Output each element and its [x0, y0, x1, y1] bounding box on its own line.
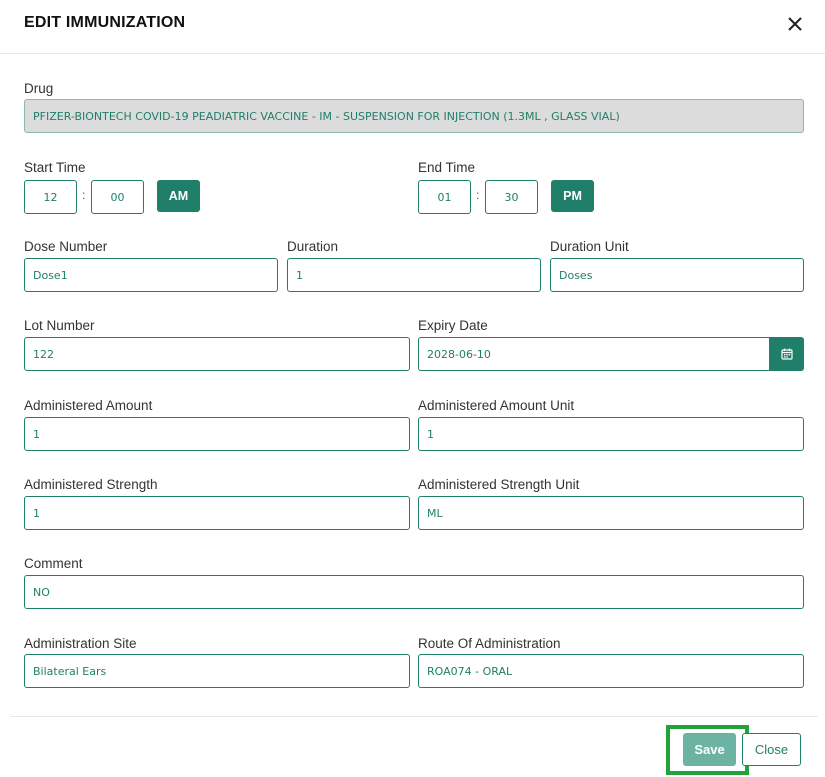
start-minute-input[interactable]: 00 [91, 180, 144, 214]
dose-number-input[interactable]: Dose1 [24, 258, 278, 292]
end-hour-input[interactable]: 01 [418, 180, 471, 214]
route-of-administration-label: Route Of Administration [418, 636, 561, 651]
start-time-label: Start Time [24, 160, 86, 175]
end-ampm-toggle[interactable]: PM [551, 180, 594, 212]
administration-site-label: Administration Site [24, 636, 137, 651]
expiry-date-input[interactable]: 2028-06-10 [418, 337, 770, 371]
start-time-separator: : [82, 188, 86, 202]
drug-field: PFIZER-BIONTECH COVID-19 PEADIATRIC VACCINE - IM - SUSPENSION FOR INJECTION (1.3ML , GLASS VIAL) [24, 99, 804, 133]
footer-divider [10, 716, 818, 717]
close-icon[interactable] [784, 13, 806, 35]
administered-amount-unit-input[interactable]: 1 [418, 417, 804, 451]
route-of-administration-input[interactable]: ROA074 - ORAL [418, 654, 804, 688]
end-time-separator: : [476, 188, 480, 202]
administered-strength-input[interactable]: 1 [24, 496, 410, 530]
duration-unit-input[interactable]: Doses [550, 258, 804, 292]
administered-strength-label: Administered Strength [24, 477, 158, 492]
administered-strength-unit-input[interactable]: ML [418, 496, 804, 530]
dose-number-label: Dose Number [24, 239, 108, 254]
end-minute-input[interactable]: 30 [485, 180, 538, 214]
dialog-header [0, 0, 825, 54]
administration-site-input[interactable]: Bilateral Ears [24, 654, 410, 688]
administered-amount-unit-label: Administered Amount Unit [418, 398, 575, 413]
administered-strength-unit-label: Administered Strength Unit [418, 477, 580, 492]
start-ampm-toggle[interactable]: AM [157, 180, 200, 212]
expiry-date-label: Expiry Date [418, 318, 488, 333]
administered-amount-label: Administered Amount [24, 398, 153, 413]
calendar-icon [781, 348, 793, 360]
end-time-label: End Time [418, 160, 476, 175]
duration-label: Duration [287, 239, 339, 254]
comment-label: Comment [24, 556, 83, 571]
duration-unit-label: Duration Unit [550, 239, 629, 254]
lot-number-input[interactable]: 122 [24, 337, 410, 371]
close-button[interactable]: Close [742, 733, 801, 766]
dialog-title: EDIT IMMUNIZATION [24, 14, 186, 31]
start-hour-input[interactable]: 12 [24, 180, 77, 214]
comment-input[interactable]: NO [24, 575, 804, 609]
lot-number-label: Lot Number [24, 318, 95, 333]
administered-amount-input[interactable]: 1 [24, 417, 410, 451]
save-button[interactable]: Save [683, 733, 736, 766]
drug-label: Drug [24, 81, 54, 96]
calendar-button[interactable] [769, 337, 804, 371]
duration-input[interactable]: 1 [287, 258, 541, 292]
